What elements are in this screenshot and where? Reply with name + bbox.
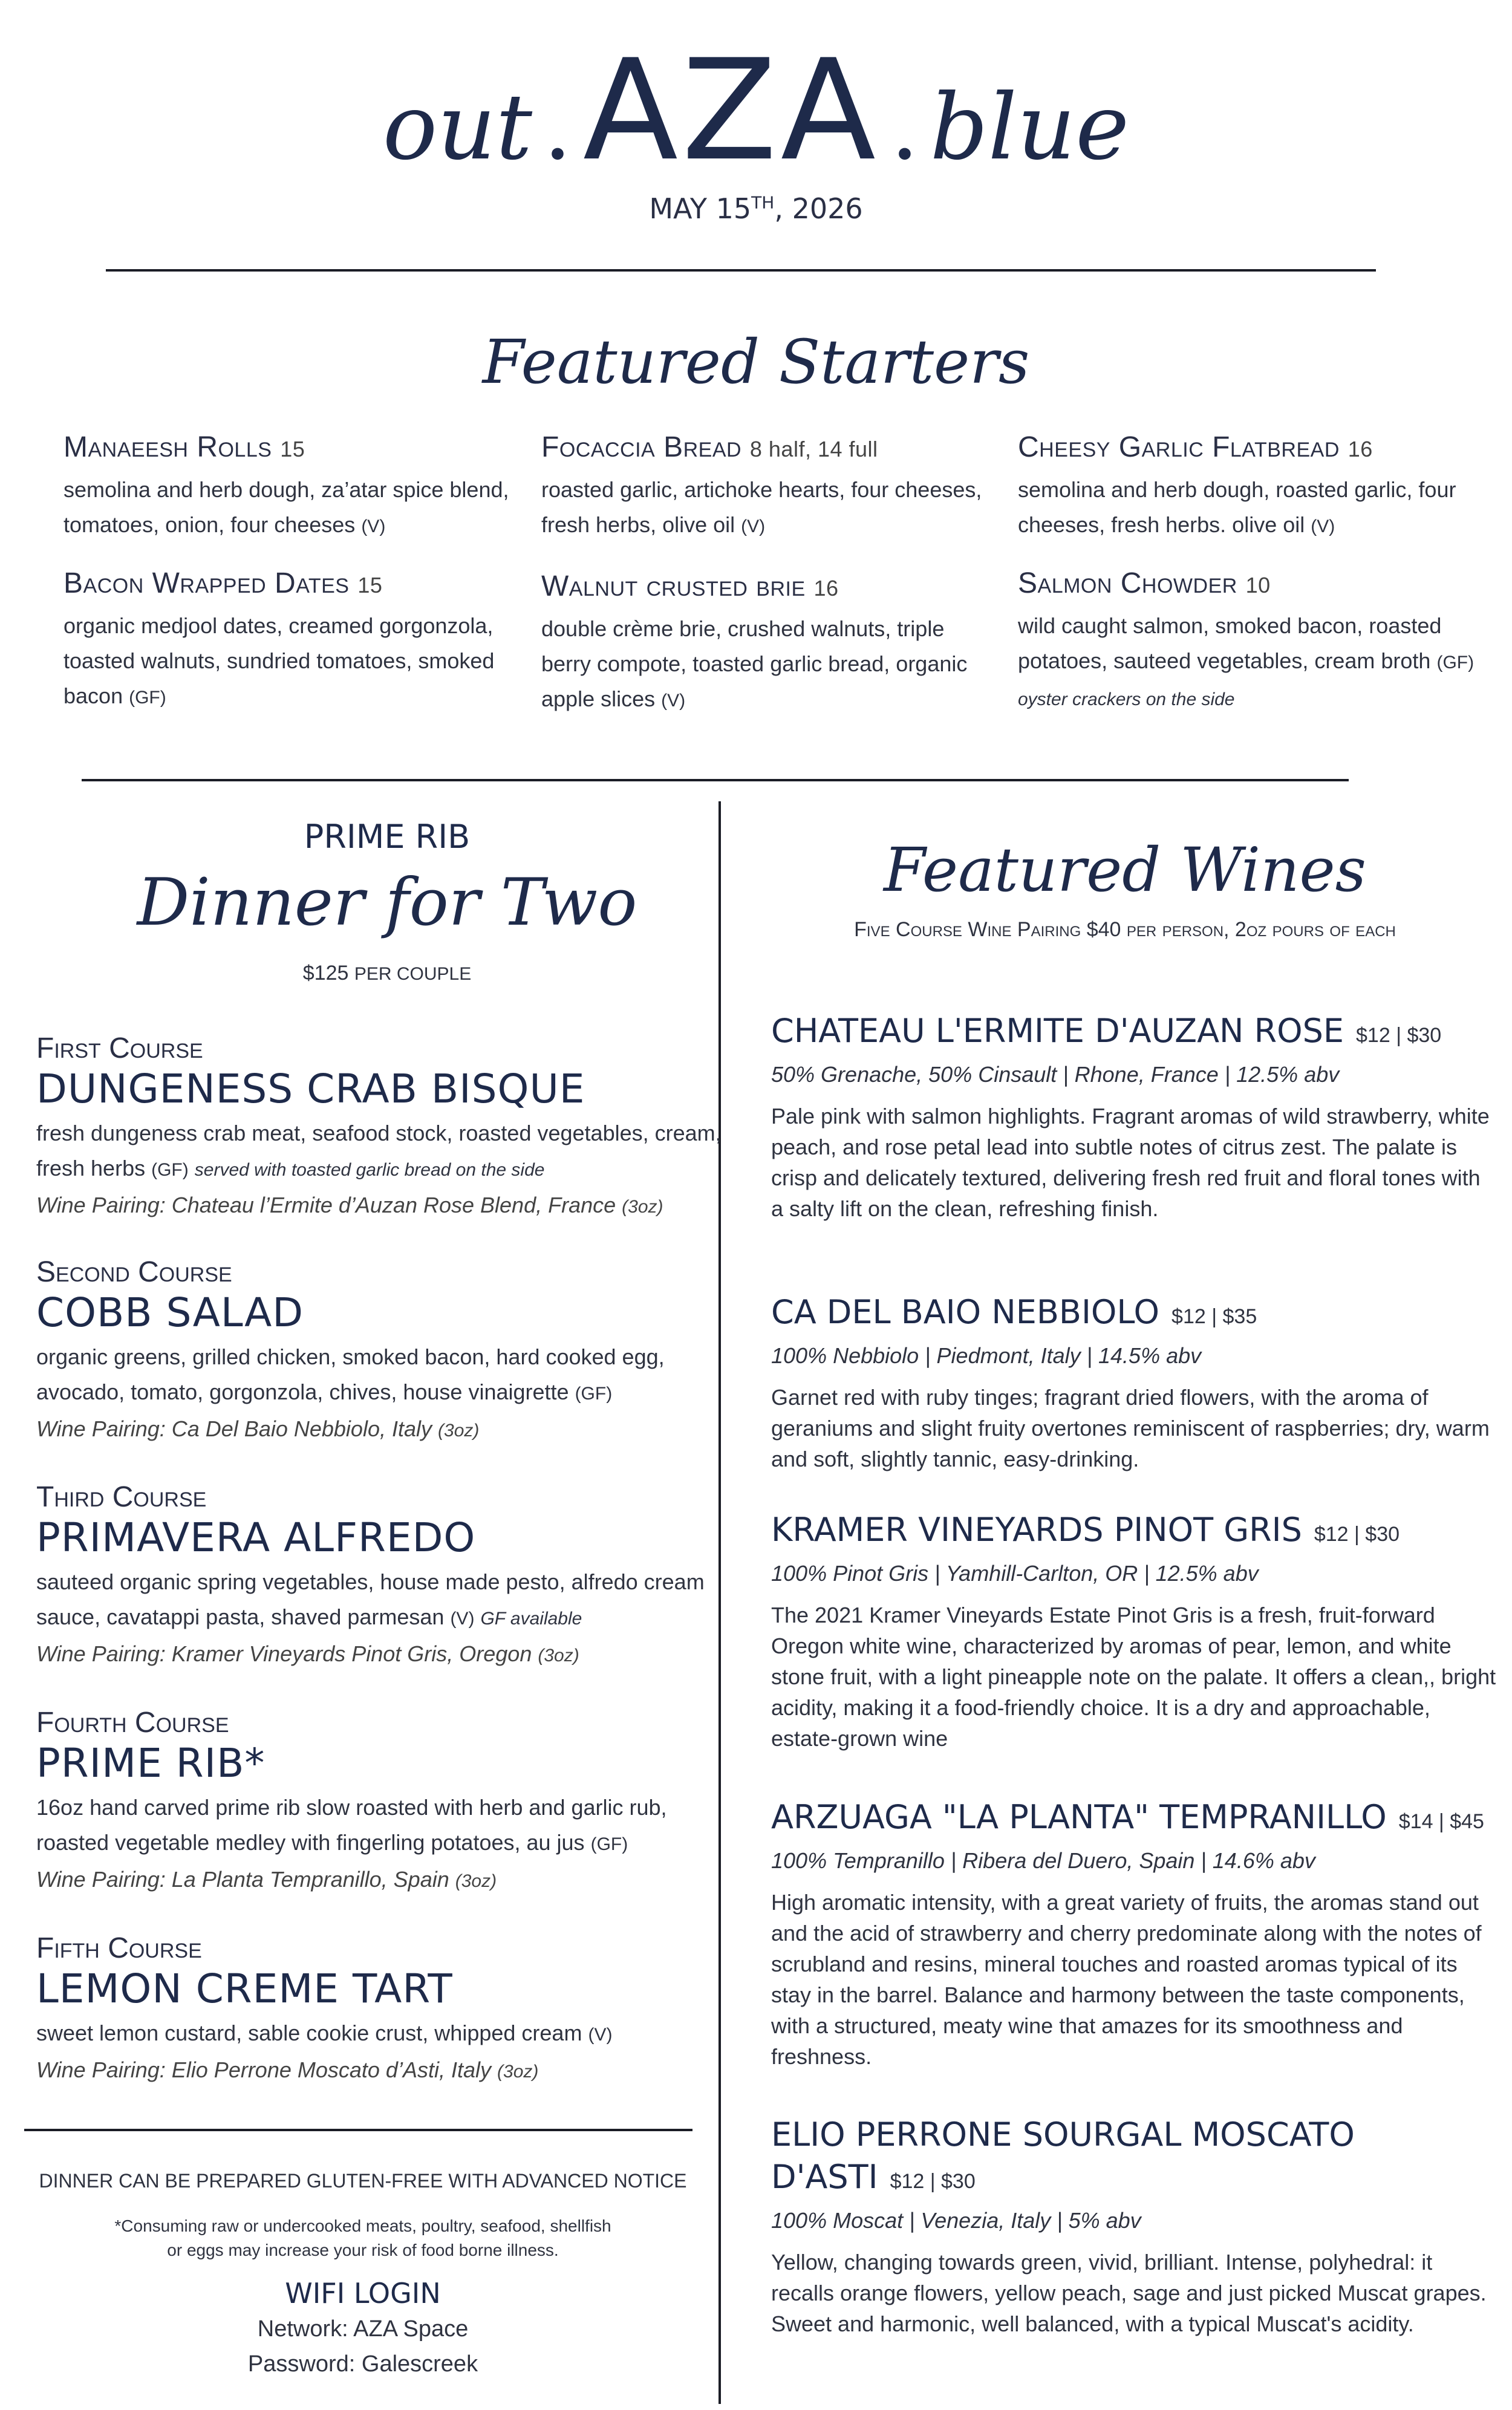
- course-item: Fifth Course LEMON CREME TART sweet lemon custard, sable cookie crust, whipped cream (V) Wine Pairing: Elio Perrone Moscato d’Asti, Italy (3oz): [36, 1932, 613, 2082]
- starter-item: Bacon Wrapped Dates 15 organic medjool dates, creamed gorgonzola, toasted walnuts, sundried tomatoes, smoked bacon (GF): [64, 567, 495, 708]
- starter-item: Walnut crusted brie 16 double crème brie, crushed walnuts, triple berry compote, toasted garlic bread, organic apple slices (V): [541, 570, 968, 711]
- starter-item: Cheesy Garlic Flatbread 16 semolina and herb dough, roasted garlic, four cheeses, fresh herbs. olive oil (V): [1018, 431, 1456, 537]
- logo-word-aza: AZA: [582, 30, 880, 192]
- starters-title: Featured Starters: [482, 327, 1030, 397]
- wifi-password: Password: Galescreek: [247, 2351, 478, 2377]
- menu-date: MAY 15TH, 2026: [649, 192, 863, 225]
- wine-item: CA DEL BAIO NEBBIOLO $12 | $35 100% Nebbiolo | Piedmont, Italy | 14.5% abv Garnet red with ruby tinges; fragrant dried flowers, with the aroma of geraniums and slight fruity overtones reminiscent of raspberries; dry, warm and soft, slightly tannic, easy-drinking.: [771, 1293, 1490, 1471]
- course-item: First Course DUNGENESS CRAB BISQUE fresh dungeness crab meat, seafood stock, roasted vegetables, cream, fresh herbs (GF) served with toasted garlic bread on the side Wine Pairing: Chateau l’Ermite d’Auzan Rose Blend, France (3oz): [36, 1032, 722, 1217]
- divider: [24, 2129, 692, 2131]
- starter-item: Focaccia Bread 8 half, 14 full roasted garlic, artichoke hearts, four cheeses, fresh herbs, olive oil (V): [541, 431, 982, 537]
- wines-title: Featured Wines: [884, 835, 1366, 905]
- wines-subtitle: Five Course Wine Pairing $40 per person, 2oz pours of each: [854, 918, 1396, 941]
- wine-item: CHATEAU L'ERMITE D'AUZAN ROSE $12 | $30 50% Grenache, 50% Cinsault | Rhone, France | 12.5% abv Pale pink with salmon highlights. Fragrant aromas of wild strawberry, white peach, and rose petal lead into subtle notes of citrus zest. The palate is crisp and delicately textured, delivering fresh red fruit and floral tones with a salty lift on the clean, refreshing finish.: [771, 1012, 1490, 1221]
- wine-item: KRAMER VINEYARDS PINOT GRIS $12 | $30 100% Pinot Gris | Yamhill-Carlton, OR | 12.5% abv The 2021 Kramer Vineyards Estate Pinot Gris is a fresh, fruit-forward Oregon white wine, characterized by aromas of pear, lemon, and white stone fruit, with a light pineapple note on the palate. It offers a clean,, bright acidity, making it a food-friendly choice. It is a dry and approachable, estate-grown wine: [771, 1511, 1496, 1751]
- dinner-pretitle: PRIME RIB: [304, 818, 471, 856]
- logo-dot: .: [890, 75, 919, 180]
- restaurant-logo: [0, 30, 1512, 192]
- logo-word-blue: blue: [930, 75, 1130, 180]
- dinner-title: Dinner for Two: [137, 865, 637, 940]
- course-item: Third Course PRIMAVERA ALFREDO sauteed organic spring vegetables, house made pesto, alfredo cream sauce, cavatappi pasta, shaved parmesan (V) GF available Wine Pairing: Kramer Vineyards Pinot Gris, Oregon (3oz): [36, 1481, 705, 1666]
- logo-word-out: out: [382, 75, 533, 180]
- logo-dot: .: [543, 75, 572, 180]
- course-item: Second Course COBB SALAD organic greens, grilled chicken, smoked bacon, hard cooked egg, avocado, tomato, gorgonzola, chives, house vinaigrette (GF) Wine Pairing: Ca Del Baio Nebbiolo, Italy (3oz): [36, 1256, 665, 1441]
- starter-item: Salmon Chowder 10 wild caught salmon, smoked bacon, roasted potatoes, sauteed vegetables, cream broth (GF) oyster crackers on the side: [1018, 567, 1475, 709]
- wifi-network: Network: AZA Space: [257, 2316, 469, 2342]
- food-warning-line1: *Consuming raw or undercooked meats, poultry, seafood, shellfish: [114, 2216, 611, 2235]
- starter-item: Manaeesh Rolls 15 semolina and herb dough, za’atar spice blend, tomatoes, onion, four cheeses (V): [64, 431, 509, 537]
- wifi-title: WIFI LOGIN: [285, 2277, 441, 2310]
- gluten-free-notice: DINNER CAN BE PREPARED GLUTEN-FREE WITH ADVANCED NOTICE: [39, 2170, 687, 2192]
- wine-item: ARZUAGA "LA PLANTA" TEMPRANILLO $14 | $45 100% Tempranillo | Ribera del Duero, Spain | 14.6% abv High aromatic intensity, with a great variety of fruits, the aromas stand out and the acid of strawberry and cherry predominate along with the notes of scrubland and resins, mineral touches and roasted aromas typical of its stay in the barrel. Balance and harmony between the taste components, with a structured, meaty wine that amazes for its smoothness and freshness.: [771, 1798, 1484, 2069]
- course-item: Fourth Course PRIME RIB* 16oz hand carved prime rib slow roasted with herb and garlic rub, roasted vegetable medley with fingerling potatoes, au jus (GF) Wine Pairing: La Planta Tempranillo, Spain (3oz): [36, 1707, 667, 1892]
- wine-item: ELIO PERRONE SOURGAL MOSCATO D'ASTI $12 | $30 100% Moscat | Venezia, Italy | 5% abv Yellow, changing towards green, vivid, brilliant. Intense, polyhedral: it recalls orange flowers, yellow peach, sage and just picked Muscat grapes. Sweet and harmonic, well balanced, with a typical Muscat's acidity.: [771, 2115, 1487, 2336]
- food-warning-line2: or eggs may increase your risk of food borne illness.: [167, 2241, 559, 2259]
- divider: [82, 779, 1349, 781]
- divider: [106, 269, 1376, 272]
- dinner-price: $125 PER COUPLE: [302, 962, 472, 985]
